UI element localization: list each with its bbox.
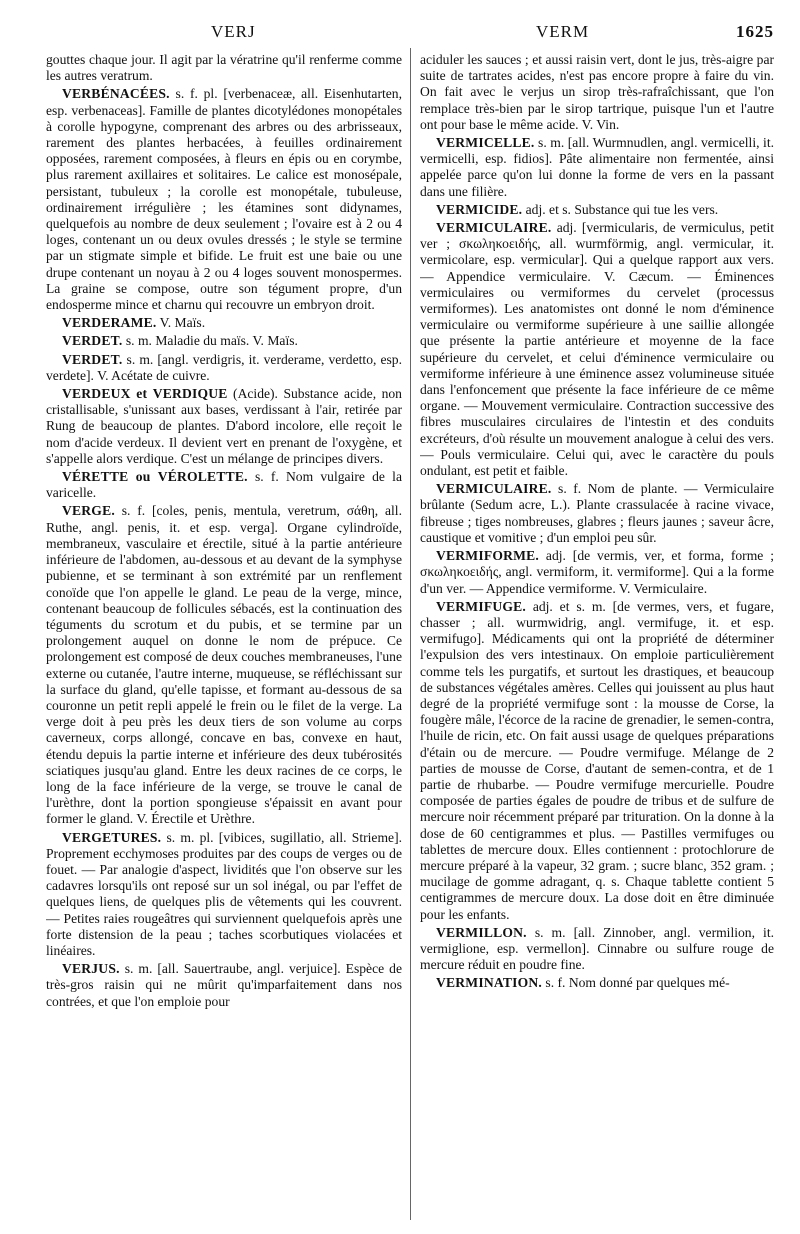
entry-headword: VERMICELLE.	[436, 135, 535, 151]
dictionary-entry	[420, 52, 774, 133]
column-divider	[410, 48, 411, 1220]
entry-definition: s. f. Nom vulgaire de la varicelle.	[46, 469, 402, 501]
entry-definition: (Acide). Substance acide, non cristallisable, s'unissant aux bases, verdissant à l'air, retirée par Rung de beaucoup de plantes. D'abord incolore, elle reçoit le nom d'acide verdeux. Il devient vert en prenant de l'oxygène, et s'appelle alors verdique. C'est un mélange de principes divers.	[46, 386, 402, 466]
dictionary-entry	[46, 469, 402, 501]
dictionary-entry	[46, 961, 402, 1010]
entry-definition: adj. [vermicularis, de vermiculus, petit ver ; σκωληκοειδής, all. wurmförmig, angl. vermicular, it. vermicolare, esp. vermicular]. Qui a quelque rapport aux vers. — Appendice vermiculaire. V. Cæcum. — Éminences vermiculaires ou vermiformes du cervelet (processus vermiformes). Les anatomistes ont donné le nom d'éminence vermiculaire ou vermiforme supérieure à une saillie allongée que présente la partie antérieure et moyenne de la face supérieure du cervelet, et celui d'éminence vermiculaire ou vermiforme inférieure à une éminence assez volumineuse située dans l'enfoncement que présente la face inférieure de ce même organe. — Mouvement vermiculaire. Contraction successive des fibres musculaires circulaires de l'intestin et des conduits excréteurs, d'où résulte un mouvement analogue à celui des vers. — Pouls vermiculaire. Celui qui, avec le caractère du pouls ondulant, est petit et faible.	[420, 220, 774, 479]
dictionary-entry	[420, 599, 774, 923]
entry-definition: gouttes chaque jour. Il agit par la vératrine qu'il renferme comme les autres veratrum.	[46, 52, 402, 84]
running-header	[46, 22, 774, 46]
entry-definition: adj. et s. m. [de vermes, vers, et fugare, chasser ; all. wurmwidrig, angl. vermifuge, it. et esp. vermifugo]. Médicaments qui ont la propriété de déterminer l'expulsion des vers intestinaux. On emploie particulièrement comme tels les purgatifs, et surtout les drastiques, et beaucoup de substances végétales amères. Celles qui jouissent au plus haut degré de la propriété vermifuge sont : la mousse de Corse, la fougère mâle, l'écorce de la racine de grenadier, le semen-contra, l'huile de ricin, etc. On fait aussi usage de quelques préparations d'étain ou de mercure. — Poudre vermifuge. Mélange de 2 parties de mousse de Corse, d'autant de semen-contra, et de 1 partie de rhubarbe. — Poudre vermifuge mercurielle. Poudre composée de parties égales de poudre de tribus et de sulfure de mercure noir récemment préparé par trituration. On la donne à la dose de 60 centigrammes et plus. — Pastilles vermifuges ou tablettes de mercure doux. Elles contiennent : protochlorure de mercure préparé à la vapeur, 32 gram. ; sucre blanc, 352 gram. ; mucilage de gomme adragant, q. s. Chaque tablette contient 5 centigrammes de mercure doux. La dose doit en être diminuée pour les enfants.	[420, 598, 774, 922]
entry-headword: VERGETURES.	[62, 829, 162, 845]
dictionary-entry	[420, 481, 774, 546]
header-left-guideword: VERJ	[211, 22, 256, 41]
dictionary-entry	[420, 548, 774, 597]
entry-headword: VERMIFORME.	[436, 548, 540, 564]
entry-headword: VERMINATION.	[436, 975, 542, 991]
dictionary-entry	[420, 975, 774, 991]
dictionary-entry	[46, 503, 402, 827]
entry-headword: VÉRETTE ou VÉROLETTE.	[62, 469, 248, 485]
entry-headword: VERDERAME.	[62, 315, 157, 331]
entry-definition: s. f. Nom donné par quelques mé-	[545, 975, 730, 991]
dictionary-entry	[46, 52, 402, 84]
entry-headword: VERMICULAIRE.	[436, 220, 552, 236]
page-number: 1625	[736, 22, 774, 41]
dictionary-entry	[420, 135, 774, 200]
entry-definition: s. m. pl. [vibices, sugillatio, all. Strieme]. Proprement ecchymoses produites par des coups de verges ou de fouet. — Par analogie d'aspect, lividités que l'on observe sur les cadavres lorsqu'ils ont reposé sur un sol inégal, ou par l'effet de quelques liens, de quelques plis de vêtements qui les couvrent. — Petites raies rougeâtres qui surviennent quelquefois après une forte distension de la peau ; taches scorbutiques violacées et linéaires.	[46, 829, 402, 958]
entry-definition: s. m. [all. Sauertraube, angl. verjuice]. Espèce de très-gros raisin qui ne mûrit qu'imparfaitement dans nos contrées, et que l'on emploie pour	[46, 961, 402, 1009]
entry-definition: s. f. pl. [verbenaceæ, all. Eisenhutarten, esp. verbenaceas]. Famille de plantes dicotylédones monopétales à corolle hypogyne, comprenant des arbres ou des arbrisseaux, rarement des plantes herbacées, à feuilles ordinairement opposées, rarement composées, à fleurs en épis ou en corymbe, plus rarement axillaires et solitaires. Le calice est monosépale, persistant, tubuleux ; la corolle est monopétale, tubuleuse, ordinairement irrégulière ; les étamines sont didynames, quelquefois au nombre de deux seulement ; l'ovaire est à 2 ou 4 loges, contenant un ou deux ovules dressés ; le style se termine par un stigmate simple et bifide. Le fruit est une baie ou une drupe contenant un noyau à 2 ou 4 loges souvent monospermes. La graine se compose, outre son tégument propre, d'un endosperme mince et charnu qui recouvre un embryon droit.	[46, 86, 402, 313]
dictionary-entry	[46, 386, 402, 467]
entry-definition: s. m. [angl. verdigris, it. verderame, verdetto, esp. verdete]. V. Acétate de cuivre.	[46, 351, 402, 383]
entry-headword: VERMILLON.	[436, 924, 527, 940]
entry-headword: VERBÉNACÉES.	[62, 86, 170, 102]
right-column	[420, 52, 774, 1228]
entry-definition: s. m. [all. Wurmnudlen, angl. vermicelli, it. vermicelli, esp. fidios]. Pâte alimentaire non fermentée, ainsi appelée parce qu'on lui donne la forme de vers en la passant dans une filière.	[420, 135, 774, 199]
entry-headword: VERDEUX et VERDIQUE	[62, 386, 228, 402]
entry-headword: VERGE.	[62, 503, 115, 519]
entry-headword: VERDET.	[62, 351, 123, 367]
entry-headword: VERJUS.	[62, 961, 120, 977]
dictionary-entry	[420, 202, 774, 218]
entry-headword: VERMICIDE.	[436, 201, 523, 217]
entry-headword: VERMICULAIRE.	[436, 481, 552, 497]
dictionary-entry	[420, 220, 774, 479]
dictionary-entry	[46, 352, 402, 384]
dictionary-entry	[46, 86, 402, 313]
entry-definition: s. f. [coles, penis, mentula, veretrum, σάθη, all. Ruthe, angl. penis, it. et esp. verga]. Organe cylindroïde, membraneux, vasculaire et érectile, situé à la partie antérieure inférieure de l'abdomen, au-dessous et au devant de la symphyse pubienne, et se terminant à son extrémité par un renflement conoïde que l'on appelle le gland. Le peau de la verge, mince, contenant beaucoup de follicules sébacés, est la continuation des téguments du scrotum et du pubis, et se termine par un prolongement auquel on donne le nom de prépuce. Ce prolongement est composé de deux couches membraneuses, l'une externe ou cutanée, l'autre interne, muqueuse, se réfléchissant sur la surface du gland, qu'elle tapisse, et formant au-dessous de sa couronne un petit repli appelé le frein ou le filet de la verge. La verge doit à peu près les deux tiers de son volume au corps caverneux, corps allongé, concave en bas, convexe en haut, étendu depuis la partie interne et inférieure des deux tubérosités sciatiques jusqu'au gland. Entre les deux racines de ce corps, le long de la face inférieure de la verge, se trouve le canal de l'urèthre, dont la portion spongieuse s'épaissit en avant pour former le gland. V. Érectile et Urèthre.	[46, 503, 402, 827]
dictionary-entry	[46, 315, 402, 331]
entry-definition: s. m. Maladie du maïs. V. Maïs.	[125, 333, 298, 349]
dictionary-entry	[46, 333, 402, 349]
entry-definition: s. f. Nom de plante. — Vermiculaire brûlante (Sedum acre, L.). Plante crassulacée à racine vivace, fibreuse ; tiges nombreuses, glabres ; fleurs jaunes ; saveur âcre, caustique et vomitive ; d'un emploi peu sûr.	[420, 481, 774, 545]
header-right-guideword: VERM	[536, 22, 590, 41]
entry-definition: s. m. [all. Zinnober, angl. vermilion, it. vermiglione, esp. vermellon]. Cinnabre ou sulfure rouge de mercure réduit en poudre fine.	[420, 924, 774, 973]
entry-headword: VERDET.	[62, 333, 123, 349]
dictionary-entry	[420, 925, 774, 974]
entry-headword: VERMIFUGE.	[436, 598, 526, 614]
entry-definition: V. Maïs.	[159, 315, 206, 331]
entry-definition: adj. [de vermis, ver, et forma, forme ; σκωληκοειδής, angl. vermiform, it. vermiforme]. Qui a la forme d'un ver. — Appendice vermiforme. V. Vermiculaire.	[420, 548, 774, 596]
left-column	[46, 52, 402, 1228]
dictionary-entry	[46, 830, 402, 960]
entry-definition: aciduler les sauces ; et aussi raisin vert, dont le jus, très-aigre par suite de tartrates acides, n'est pas encore propre à faire du vin. On fait avec le verjus un sirop très-rafraîchissant, que l'on remplace très-bien par le sirop tartrique, puisque l'un et l'autre ont pour base le même acide. V. Vin.	[420, 52, 774, 132]
entry-definition: adj. et s. Substance qui tue les vers.	[525, 201, 719, 217]
